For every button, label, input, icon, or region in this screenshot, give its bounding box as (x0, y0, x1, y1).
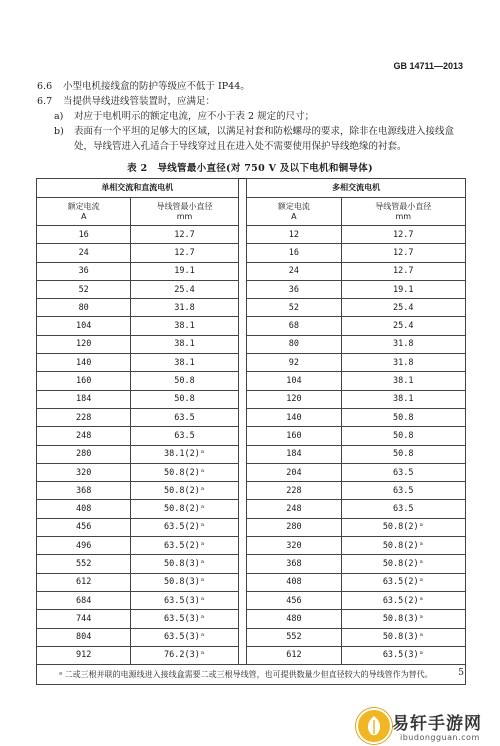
cell-current-poly: 92 (247, 354, 341, 372)
cell-current-single: 280 (37, 445, 131, 463)
cell-current-poly: 248 (247, 500, 341, 518)
column-gap (238, 445, 247, 463)
cell-diameter-poly: 12.7 (341, 244, 465, 262)
table-row (37, 463, 466, 481)
table-caption: 导线管最小直径(对 750 V 及以下电机和铜导体) (157, 163, 373, 174)
cell-diameter-poly: 63.5 (341, 482, 465, 500)
header-unit: mm (176, 211, 193, 221)
clause-6-6 (37, 80, 250, 94)
cell-current-poly: 160 (247, 427, 341, 445)
cell-current-single: 160 (37, 372, 131, 390)
cell-diameter-single: 38.1 (131, 335, 238, 353)
watermark-logo (352, 706, 500, 746)
cell-diameter-poly: 50.8(2)ᵃ (341, 537, 465, 555)
column-gap (238, 372, 247, 390)
header-min-diameter (131, 198, 238, 226)
standard-number: GB 14711—2013 (393, 61, 463, 71)
item-letter: b) (54, 126, 64, 137)
table-body (37, 226, 466, 665)
cell-diameter-single: 25.4 (131, 280, 238, 298)
leaf-icon (364, 715, 384, 737)
cell-diameter-single: 38.1(2)ᵃ (131, 445, 238, 463)
header-unit: A (291, 211, 297, 221)
cell-current-poly: 368 (247, 555, 341, 573)
table-row (37, 628, 466, 646)
cell-diameter-poly: 31.8 (341, 354, 465, 372)
cell-diameter-single: 50.8 (131, 390, 238, 408)
table-row (37, 482, 466, 500)
table-row (37, 500, 466, 518)
cell-diameter-single: 12.7 (131, 226, 238, 244)
column-gap (238, 354, 247, 372)
table-row (37, 390, 466, 408)
cell-current-single: 184 (37, 390, 131, 408)
cell-current-poly: 104 (247, 372, 341, 390)
column-gap (238, 628, 247, 646)
column-gap (238, 317, 247, 335)
cell-current-poly: 204 (247, 463, 341, 481)
cell-current-single: 80 (37, 299, 131, 317)
cell-current-poly: 16 (247, 244, 341, 262)
cell-diameter-single: 50.8(3)ᵃ (131, 573, 238, 591)
cell-current-single: 552 (37, 555, 131, 573)
group-header-single-phase: 单相交流和直流电机 (37, 179, 239, 198)
cell-diameter-single: 38.1 (131, 317, 238, 335)
cell-current-single: 228 (37, 408, 131, 426)
cell-diameter-poly: 50.8(3)ᵃ (341, 610, 465, 628)
cell-current-single: 496 (37, 537, 131, 555)
column-gap (238, 408, 247, 426)
item-b-continuation: 处，导线管进入孔适合于导线穿过且在进入处不需要使用保护导线绝缘的衬套。 (74, 141, 407, 152)
cell-diameter-poly: 50.8 (341, 408, 465, 426)
cell-current-poly: 52 (247, 299, 341, 317)
column-gap (238, 463, 247, 481)
item-a (54, 110, 314, 124)
cell-diameter-poly: 50.8(3)ᵃ (341, 628, 465, 646)
cell-current-poly: 228 (247, 482, 341, 500)
cell-current-poly: 280 (247, 518, 341, 536)
cell-diameter-poly: 50.8 (341, 445, 465, 463)
cell-current-poly: 552 (247, 628, 341, 646)
column-gap (238, 299, 247, 317)
cell-current-poly: 140 (247, 408, 341, 426)
clause-text: 当提供导线进线管装置时，应满足： (63, 96, 216, 107)
cell-diameter-single: 38.1 (131, 354, 238, 372)
cell-diameter-single: 50.8(2)ᵃ (131, 500, 238, 518)
cell-diameter-poly: 63.5(2)ᵃ (341, 591, 465, 609)
cell-diameter-single: 63.5(3)ᵃ (131, 628, 238, 646)
table-row (37, 280, 466, 298)
table-footnote: ᵃ 二或三根并联的电源线进入接线盒需要二或三根导线管，也可提供数量少但直径较大的导线管作为替代。 (37, 665, 466, 685)
table-row (37, 372, 466, 390)
cell-diameter-poly: 63.5(3)ᵃ (341, 646, 465, 664)
cell-diameter-poly: 19.1 (341, 280, 465, 298)
cell-current-poly: 36 (247, 280, 341, 298)
cell-diameter-single: 50.8(2)ᵃ (131, 482, 238, 500)
header-rated-current (37, 198, 131, 226)
clause-text: 小型电机接线盒的防护等级应不低于 IP44。 (63, 81, 250, 92)
cell-current-poly: 80 (247, 335, 341, 353)
cell-current-poly: 120 (247, 390, 341, 408)
cell-current-single: 744 (37, 610, 131, 628)
table-row (37, 408, 466, 426)
table-row (37, 427, 466, 445)
table-row (37, 335, 466, 353)
item-letter: a) (54, 111, 64, 122)
column-gap (238, 646, 247, 664)
column-gap (238, 262, 247, 280)
column-gap (238, 482, 247, 500)
column-gap (238, 427, 247, 445)
cell-diameter-poly: 38.1 (341, 372, 465, 390)
cell-diameter-single: 63.5(2)ᵃ (131, 518, 238, 536)
cell-current-single: 804 (37, 628, 131, 646)
table-row (37, 537, 466, 555)
watermark-emblem (356, 708, 392, 744)
cell-diameter-poly: 12.7 (341, 262, 465, 280)
item-b (54, 125, 454, 139)
column-gap (238, 280, 247, 298)
cell-diameter-single: 76.2(3)ᵃ (131, 646, 238, 664)
cell-current-single: 24 (37, 244, 131, 262)
watermark-text: 易轩手游网 (392, 714, 482, 734)
cell-current-single: 912 (37, 646, 131, 664)
table-row (37, 646, 466, 664)
cell-diameter-single: 63.5(2)ᵃ (131, 537, 238, 555)
cell-current-poly: 480 (247, 610, 341, 628)
cell-diameter-single: 31.8 (131, 299, 238, 317)
column-gap (238, 518, 247, 536)
column-gap (238, 179, 247, 198)
group-header-polyphase: 多相交流电机 (247, 179, 466, 198)
table-row (37, 226, 466, 244)
cell-current-single: 36 (37, 262, 131, 280)
table-number: 表 2 (127, 163, 148, 174)
cell-current-poly: 184 (247, 445, 341, 463)
header-unit: A (80, 211, 87, 221)
cell-current-single: 120 (37, 335, 131, 353)
cell-current-poly: 456 (247, 591, 341, 609)
cell-diameter-poly: 31.8 (341, 335, 465, 353)
column-gap (238, 226, 247, 244)
cell-current-poly: 68 (247, 317, 341, 335)
column-gap (238, 610, 247, 628)
item-text: 表面有一个平坦的足够大的区域，以满足衬套和防松螺母的要求，除非在电源线进入接线盒 (74, 126, 455, 137)
cell-diameter-poly: 63.5 (341, 463, 465, 481)
cell-current-single: 456 (37, 518, 131, 536)
cell-diameter-poly: 12.7 (341, 226, 465, 244)
page-number: 5 (458, 668, 464, 678)
cell-diameter-single: 12.7 (131, 244, 238, 262)
cell-diameter-poly: 63.5(2)ᵃ (341, 573, 465, 591)
cell-current-single: 320 (37, 463, 131, 481)
cell-current-poly: 612 (247, 646, 341, 664)
cell-diameter-single: 63.5 (131, 427, 238, 445)
column-gap (238, 335, 247, 353)
cell-diameter-poly: 50.8(2)ᵃ (341, 555, 465, 573)
table-row (37, 573, 466, 591)
cell-diameter-poly: 25.4 (341, 317, 465, 335)
table-row (37, 445, 466, 463)
cell-current-single: 368 (37, 482, 131, 500)
header-label: 额定电流 (277, 201, 310, 211)
cell-diameter-single: 63.5(3)ᵃ (131, 591, 238, 609)
cell-current-single: 140 (37, 354, 131, 372)
cell-diameter-single: 63.5(3)ᵃ (131, 610, 238, 628)
cell-diameter-single: 63.5 (131, 408, 238, 426)
cell-diameter-single: 50.8(2)ᵃ (131, 463, 238, 481)
cell-diameter-poly: 38.1 (341, 390, 465, 408)
header-label: 导线管最小直径 (375, 201, 432, 211)
cell-current-single: 408 (37, 500, 131, 518)
clause-number: 6.6 (37, 81, 53, 92)
cell-current-single: 684 (37, 591, 131, 609)
column-gap (238, 537, 247, 555)
cell-current-single: 248 (37, 427, 131, 445)
cell-diameter-single: 50.8 (131, 372, 238, 390)
table-row (37, 317, 466, 335)
column-gap (238, 390, 247, 408)
clause-number: 6.7 (37, 96, 53, 107)
table-row (37, 354, 466, 372)
cell-current-single: 16 (37, 226, 131, 244)
table-title (0, 160, 500, 174)
column-gap (238, 573, 247, 591)
header-rated-current (247, 198, 341, 226)
cell-current-single: 52 (37, 280, 131, 298)
cell-current-poly: 12 (247, 226, 341, 244)
cell-diameter-single: 19.1 (131, 262, 238, 280)
cell-diameter-single: 50.8(3)ᵃ (131, 555, 238, 573)
cell-current-poly: 320 (247, 537, 341, 555)
cell-current-single: 104 (37, 317, 131, 335)
item-text: 对应于电机明示的额定电流，应不小于表 2 规定的尺寸； (74, 111, 315, 122)
cell-current-single: 612 (37, 573, 131, 591)
table-row (37, 299, 466, 317)
watermark-url: ibudongguan.com (400, 733, 480, 742)
cell-current-poly: 408 (247, 573, 341, 591)
column-gap (238, 500, 247, 518)
header-min-diameter (341, 198, 465, 226)
cell-diameter-poly: 50.8 (341, 427, 465, 445)
column-gap (238, 555, 247, 573)
table-row (37, 555, 466, 573)
header-label: 导线管最小直径 (156, 201, 213, 211)
table-row (37, 518, 466, 536)
column-gap (238, 591, 247, 609)
header-label: 额定电流 (67, 201, 100, 211)
clause-6-7 (37, 95, 215, 109)
table-row (37, 591, 466, 609)
table-row (37, 262, 466, 280)
column-gap (238, 244, 247, 262)
cell-diameter-poly: 25.4 (341, 299, 465, 317)
column-gap (238, 198, 247, 226)
cell-diameter-poly: 50.8(2)ᵃ (341, 518, 465, 536)
conduit-diameter-table (36, 178, 466, 685)
table-row (37, 244, 466, 262)
header-unit: mm (395, 211, 412, 221)
cell-diameter-poly: 63.5 (341, 500, 465, 518)
cell-current-poly: 24 (247, 262, 341, 280)
table-row (37, 610, 466, 628)
